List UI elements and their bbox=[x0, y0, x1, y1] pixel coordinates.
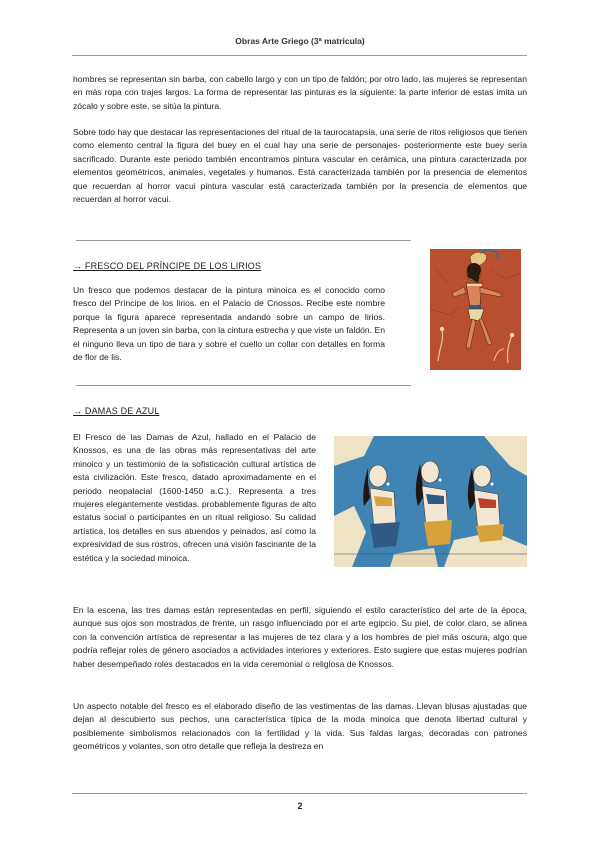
prince-of-lilies-illustration bbox=[430, 249, 521, 370]
section-divider-2 bbox=[76, 385, 411, 386]
image-damas-de-azul bbox=[334, 436, 527, 567]
paragraph-damas-vestimentas: Un aspecto notable del fresco es el elaborado diseño de las vestimentas de las damas. Llevan blusas ajustadas que dejan al descubierto sus pechos, una característica típica de la moda minoica que denota libertad cultural y posiblemente simbolismos relacionados con la fertilidad y la vida. Sus faldas largas, decoradas con patrones geométricos y volantes, son otro detalle que refleja la destreza en bbox=[73, 701, 527, 752]
footer-rule bbox=[72, 793, 527, 794]
ladies-in-blue-illustration bbox=[334, 436, 527, 567]
heading-fresco-principe-lirios: → FRESCO DEL PRÍNCIPE DE LOS LIRIOS bbox=[73, 261, 262, 271]
page-number: 2 bbox=[297, 801, 303, 811]
section-divider-1 bbox=[76, 240, 411, 241]
heading-damas-de-azul: → DAMAS DE AZUL bbox=[73, 406, 160, 416]
page-header-title: Obras Arte Griego (3ª matricula) bbox=[235, 36, 365, 46]
paragraph-damas-escena: En la escena, las tres damas están representadas en perfil, siguiendo el estilo característico del arte de la época, aunque sus ojos son mostrados de frente, un rasgo influenciado por el arte egipcio. Su piel, de color claro, se alinea con la convención artística de representar a las mujeres de tez clara y a los hombres de piel más oscura, algo que podría reflejar roles de género asociados a actividades interiores y exteriores. Esto sugiere que estas mujeres podrían haber desempeñado roles destacados en la vida ceremonial o religiosa de Knossos. bbox=[73, 605, 527, 669]
paragraph-damas-side: El Fresco de las Damas de Azul, hallado en el Palacio de Knossos, es una de las obras más representativas del arte minoico y un testimonio de la sofisticación cultural artística de esta civilización. Este fresco, datado aproximadamente en el periodo neopalacial (1600-1450 a.C.). Representa a tres mujeres elegantemente vestidas. probablemente figuras de alto estatus social o participantes en un ritual religioso. Su calidad artística, los detalles en sus atuendos y peinados, así como la expresividad de sus rostros, ofrecen una visión fascinante de la estética y la sociedad minoica. bbox=[73, 432, 316, 563]
intro-paragraph-1: hombres se representan sin barba, con cabello largo y con un tipo de faldón; por otro lado, las mujeres se representan en más ropa con trajes largos. La forma de representar las pinturas es la siguiente: la parte inferior de estas imita un zócalo y sobre este, se sitúa la pintura. bbox=[73, 74, 527, 111]
image-fresco-principe-lirios bbox=[430, 249, 521, 370]
header-rule bbox=[72, 55, 527, 56]
intro-paragraph-2: Sobre todo hay que destacar las representaciones del ritual de la taurocatapsia, una serie de ritos religiosos que tienen como elemento central la figura del buey en el cual hay una serie de personajes- posteriormente este buey sería sacrificado. Durante este periodo también encontramos pintura vascular en cerámica, una pintura caracterizada por elementos geométricos, animales, vegetales y humanos. Está caracterizada también por la presencia de elementos que recuerdan al horror vacui pintura vascular está caracterizada también por la presencia de elementos que recuerdan al horror vacui. bbox=[73, 127, 527, 205]
paragraph-principe-lirios: Un fresco que podemos destacar de la pintura minoica es el conocido como fresco del Príncipe de los lirios. en el Palacio de Cnossos. Recibe este nombre porque la figura aparece representada andando sobre un campo de lirios. Representa a un joven sin barba, con la cintura estrecha y que viste un faldón. En el ninguno lleva un tipo de tiara y sobre el cuello un collar con detalles en forma de flor de lis. bbox=[73, 285, 385, 363]
